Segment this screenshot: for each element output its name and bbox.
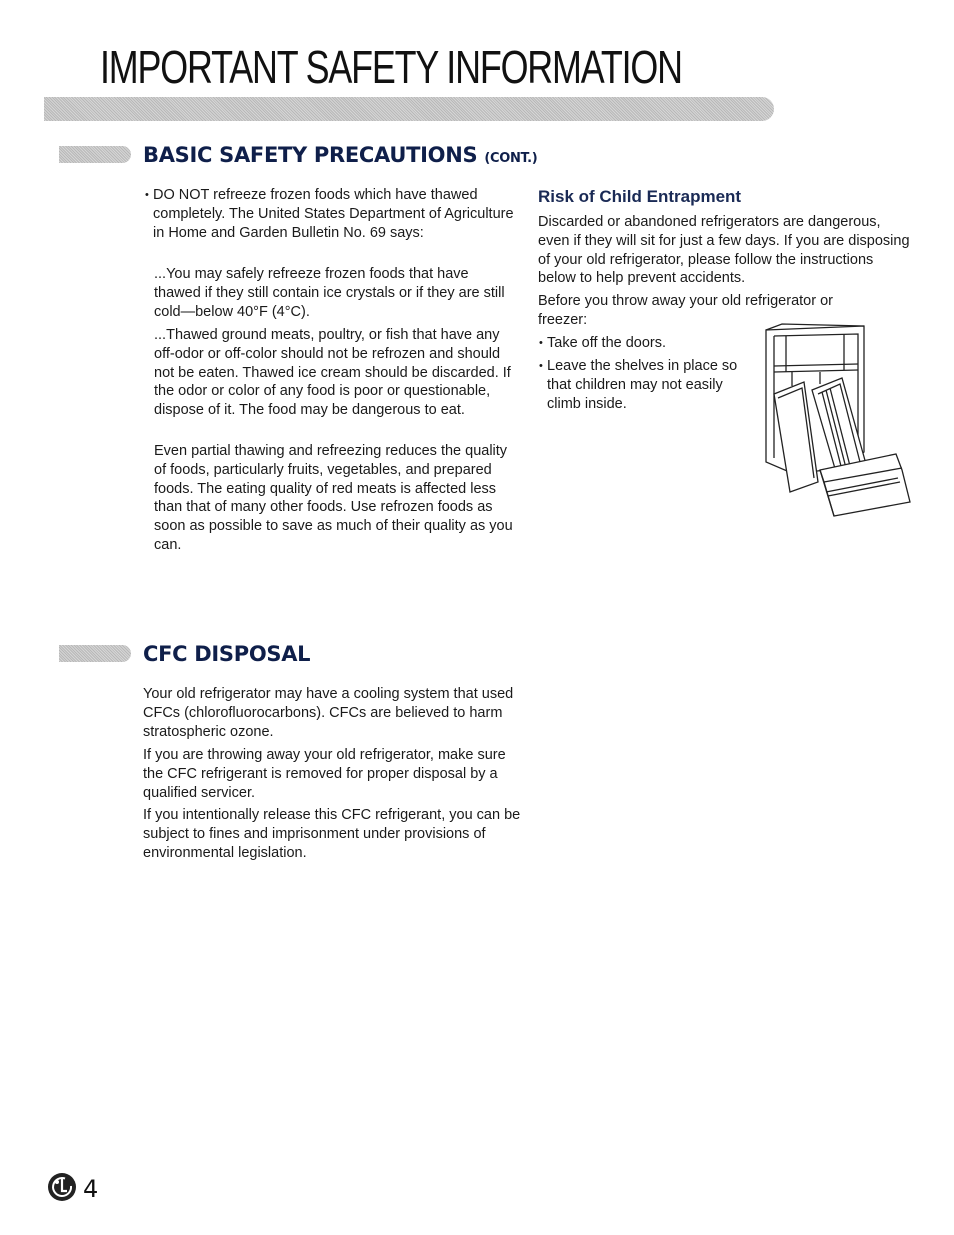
child-entrapment-heading: Risk of Child Entrapment	[538, 187, 742, 206]
child-paragraph-before-throw: Before you throw away your old refrigerator or freezer:	[538, 293, 833, 328]
section-heading-cfc-disposal: CFC DISPOSAL	[143, 642, 311, 666]
basic-bullet-refreeze: • DO NOT refreeze frozen foods which have thawed completely. The United States Department of Agriculture in Home and Garden Bulletin No. 69 says:	[153, 186, 515, 242]
lg-logo-icon	[47, 1172, 77, 1202]
cfc-paragraph-cooling-system: Your old refrigerator may have a cooling system that used CFCs (chlorofluorocarbons). CFCs are believed to harm stratospheric ozone.	[143, 686, 514, 740]
child-bullet-doors: • Take off the doors.	[547, 334, 757, 353]
section-heading-suffix: (CONT.)	[484, 151, 538, 166]
basic-paragraph-partial-thawing: Even partial thawing and refreezing reduces the quality of foods, particularly fruits, vegetables, and prepared foods. The eating quality of red meats is affected less than that of many other foods. Use refrozen foods as soon as possible to save as much of their quality as you can.	[154, 443, 513, 553]
cfc-paragraph-throwing-away: If you are throwing away your old refrigerator, make sure the CFC refrigerant is removed for proper disposal by a qualified servicer.	[143, 747, 506, 801]
section-tab-decoration	[59, 645, 131, 662]
refrigerator-illustration	[762, 322, 914, 518]
basic-quote-thawed-meats: ...Thawed ground meats, poultry, or fish that have any off-odor or off-color should not be refrozen and should not be eaten. Thawed ice cream should be discarded. If the odor or color of any food is poor or questionable, dispose of it. The food may be dangerous to eat.	[154, 327, 511, 419]
cfc-paragraph-release: If you intentionally release this CFC refrigerant, you can be subject to fines and imprisonment under provisions of environmental legislation.	[143, 807, 521, 861]
section-heading-text: BASIC SAFETY PRECAUTIONS	[143, 143, 478, 167]
section-heading-basic-safety	[143, 143, 537, 167]
child-paragraph-dangerous: Discarded or abandoned refrigerators are dangerous, even if they will sit for just a few days. If you are disposing of your old refrigerator, please follow the instructions below to help prevent accidents.	[538, 214, 910, 287]
title-bar-decoration	[44, 97, 774, 121]
page-number: 4	[83, 1175, 99, 1203]
page-title: IMPORTANT SAFETY INFORMATION	[100, 41, 682, 93]
basic-quote-safe-refreeze: ...You may safely refreeze frozen foods that have thawed if they still contain ice crystals or if they are still cold—below 40°F (4°C).	[154, 266, 505, 320]
child-bullet-shelves: • Leave the shelves in place so that children may not easily climb inside.	[547, 357, 747, 413]
section-tab-decoration	[59, 146, 131, 163]
